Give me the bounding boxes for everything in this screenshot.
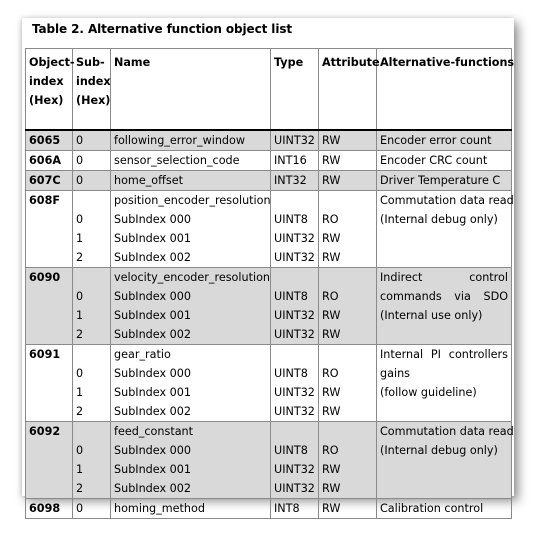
type-cell: UINT32 xyxy=(271,402,319,422)
object-index-cell: 607C xyxy=(26,171,73,191)
name-cell: SubIndex 002 xyxy=(111,402,271,422)
subindex-cell: 1 xyxy=(73,306,111,325)
attribute-cell xyxy=(319,268,377,288)
alt-line: (follow guideline) xyxy=(380,386,477,399)
alt-line: Calibration control xyxy=(380,502,484,515)
alt-line: commands via SDO xyxy=(380,290,508,303)
name-cell: SubIndex 002 xyxy=(111,248,271,268)
subindex-cell xyxy=(73,345,111,365)
attribute-cell: RW xyxy=(319,383,377,402)
object-index-cell: 608F xyxy=(26,191,73,268)
type-cell: INT16 xyxy=(271,151,319,171)
type-cell: UINT8 xyxy=(271,441,319,460)
table-row xyxy=(26,422,512,442)
object-index-cell: 6090 xyxy=(26,268,73,345)
name-cell: SubIndex 000 xyxy=(111,210,271,229)
attribute-cell: RW xyxy=(319,248,377,268)
table-row xyxy=(26,191,512,211)
name-cell: SubIndex 002 xyxy=(111,325,271,345)
subindex-cell: 0 xyxy=(73,441,111,460)
attribute-cell: RW xyxy=(319,402,377,422)
attribute-cell xyxy=(319,422,377,442)
object-index-cell: 6065 xyxy=(26,130,73,151)
subindex-cell: 1 xyxy=(73,383,111,402)
type-cell: UINT8 xyxy=(271,287,319,306)
subindex-cell: 0 xyxy=(73,130,111,151)
name-cell: velocity_encoder_resolution xyxy=(111,268,271,288)
header-attribute: Attribute xyxy=(319,49,377,131)
alternative-function-cell xyxy=(377,345,512,422)
alternative-function-cell xyxy=(377,130,512,151)
table-row xyxy=(26,268,512,288)
attribute-cell: RW xyxy=(319,151,377,171)
header-row xyxy=(26,49,512,131)
alternative-function-cell xyxy=(377,499,512,519)
subindex-cell: 1 xyxy=(73,229,111,248)
header-object-index: Object- index (Hex) xyxy=(26,49,73,131)
name-cell: SubIndex 000 xyxy=(111,441,271,460)
subindex-cell: 2 xyxy=(73,248,111,268)
name-cell: sensor_selection_code xyxy=(111,151,271,171)
alternative-function-cell xyxy=(377,422,512,499)
type-cell: UINT8 xyxy=(271,364,319,383)
type-cell xyxy=(271,422,319,442)
object-index-cell: 6098 xyxy=(26,499,73,519)
object-index-cell: 606A xyxy=(26,151,73,171)
alt-line: Encoder CRC count xyxy=(380,154,488,167)
alternative-function-cell xyxy=(377,268,512,345)
attribute-cell: RW xyxy=(319,479,377,499)
attribute-cell: RW xyxy=(319,306,377,325)
alternative-function-cell xyxy=(377,191,512,268)
name-cell: SubIndex 000 xyxy=(111,287,271,306)
type-cell: UINT32 xyxy=(271,248,319,268)
attribute-cell: RO xyxy=(319,210,377,229)
table-row xyxy=(26,345,512,365)
subindex-cell: 0 xyxy=(73,171,111,191)
alt-line: (Internal use only) xyxy=(380,309,483,322)
attribute-cell: RW xyxy=(319,229,377,248)
table-caption: Table 2. Alternative function object list xyxy=(32,22,293,36)
type-cell: UINT8 xyxy=(271,210,319,229)
type-cell xyxy=(271,345,319,365)
type-cell xyxy=(271,268,319,288)
type-cell: UINT32 xyxy=(271,325,319,345)
name-cell: SubIndex 001 xyxy=(111,229,271,248)
alt-line: Driver Temperature C xyxy=(380,174,501,187)
header-name: Name xyxy=(111,49,271,131)
alternative-function-table xyxy=(25,48,515,519)
alt-line: Commutation data read xyxy=(380,194,514,207)
type-cell: UINT32 xyxy=(271,229,319,248)
alt-line: (Internal debug only) xyxy=(380,213,498,226)
alternative-function-cell xyxy=(377,151,512,171)
type-cell xyxy=(271,191,319,211)
alt-line: Encoder error count xyxy=(380,134,492,147)
name-cell: gear_ratio xyxy=(111,345,271,365)
attribute-cell xyxy=(319,345,377,365)
name-cell: home_offset xyxy=(111,171,271,191)
attribute-cell: RW xyxy=(319,130,377,151)
type-cell: INT8 xyxy=(271,499,319,519)
attribute-cell: RO xyxy=(319,287,377,306)
name-cell: homing_method xyxy=(111,499,271,519)
object-index-cell: 6092 xyxy=(26,422,73,499)
alt-line: gains xyxy=(380,367,410,380)
header-type: Type xyxy=(271,49,319,131)
attribute-cell: RW xyxy=(319,325,377,345)
subindex-cell: 0 xyxy=(73,364,111,383)
table-row xyxy=(26,151,512,171)
header-alternative-functions: Alternative-functions xyxy=(377,49,512,131)
subindex-cell: 2 xyxy=(73,325,111,345)
subindex-cell xyxy=(73,268,111,288)
document-page xyxy=(22,18,515,515)
name-cell: SubIndex 001 xyxy=(111,460,271,479)
alt-line: (Internal debug only) xyxy=(380,444,498,457)
name-cell: SubIndex 001 xyxy=(111,306,271,325)
subindex-cell: 2 xyxy=(73,402,111,422)
subindex-cell: 2 xyxy=(73,479,111,499)
subindex-cell xyxy=(73,422,111,442)
attribute-cell: RW xyxy=(319,499,377,519)
name-cell: SubIndex 001 xyxy=(111,383,271,402)
alt-line: Internal PI controllers xyxy=(380,348,508,361)
object-index-cell: 6091 xyxy=(26,345,73,422)
alternative-function-cell xyxy=(377,171,512,191)
type-cell: INT32 xyxy=(271,171,319,191)
subindex-cell: 0 xyxy=(73,151,111,171)
name-cell: SubIndex 002 xyxy=(111,479,271,499)
type-cell: UINT32 xyxy=(271,306,319,325)
attribute-cell: RW xyxy=(319,171,377,191)
header-subindex: Sub- index (Hex) xyxy=(73,49,111,131)
table-row xyxy=(26,171,512,191)
name-cell: SubIndex 000 xyxy=(111,364,271,383)
attribute-cell: RW xyxy=(319,460,377,479)
table-row xyxy=(26,499,512,519)
name-cell: position_encoder_resolution xyxy=(111,191,271,211)
subindex-cell: 0 xyxy=(73,210,111,229)
type-cell: UINT32 xyxy=(271,130,319,151)
alt-line: Commutation data read xyxy=(380,425,514,438)
subindex-cell: 1 xyxy=(73,460,111,479)
type-cell: UINT32 xyxy=(271,460,319,479)
attribute-cell: RO xyxy=(319,441,377,460)
table-row xyxy=(26,130,512,151)
attribute-cell xyxy=(319,191,377,211)
alt-line: Indirect control xyxy=(380,271,508,284)
subindex-cell: 0 xyxy=(73,499,111,519)
attribute-cell: RO xyxy=(319,364,377,383)
subindex-cell xyxy=(73,191,111,211)
type-cell: UINT32 xyxy=(271,383,319,402)
name-cell: following_error_window xyxy=(111,130,271,151)
type-cell: UINT32 xyxy=(271,479,319,499)
name-cell: feed_constant xyxy=(111,422,271,442)
subindex-cell: 0 xyxy=(73,287,111,306)
